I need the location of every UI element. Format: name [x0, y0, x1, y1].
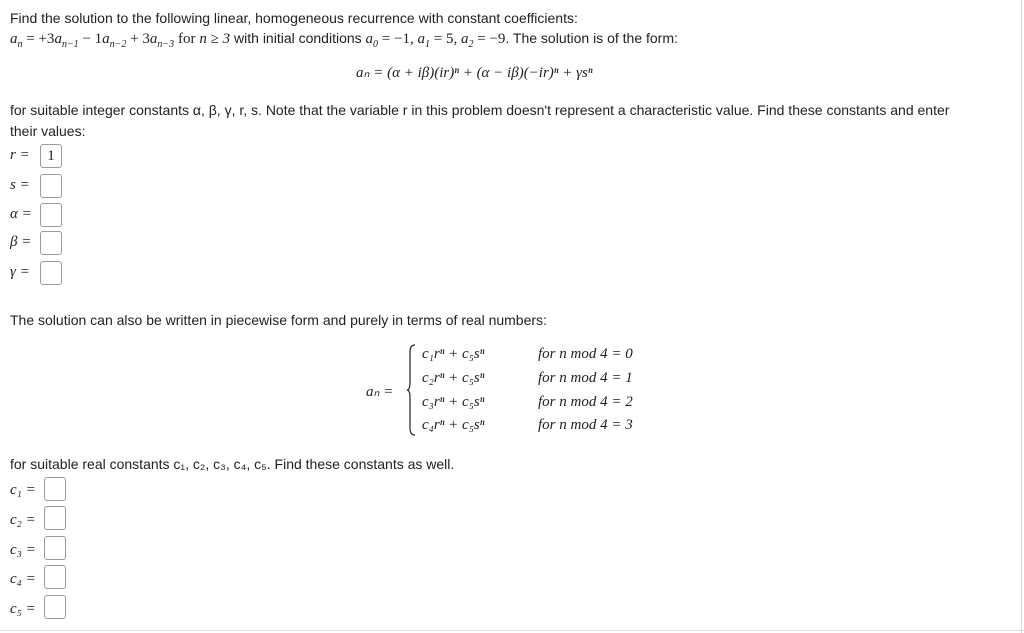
- para4: for suitable real constants c₁, c₂, c₃, c₄, c₅. Find these constants as well.: [10, 456, 455, 472]
- input-c4[interactable]: [44, 565, 66, 589]
- input-alpha[interactable]: [40, 203, 62, 227]
- right-border: [1021, 0, 1022, 633]
- label-gamma: γ =: [10, 264, 30, 280]
- piece-expr-2: c₃rⁿ + c₅sⁿ: [422, 394, 485, 410]
- label-alpha: α =: [10, 206, 32, 222]
- piece-cond-3: for n mod 4 = 3: [538, 417, 633, 433]
- initial-a1: 5: [445, 31, 454, 47]
- form-text: . The solution is of the form:: [505, 30, 678, 46]
- label-beta: β =: [10, 234, 32, 250]
- piece-cond-2: for n mod 4 = 2: [538, 394, 633, 410]
- label-c4: c₄ =: [10, 571, 36, 587]
- label-c1: c₁ =: [10, 482, 36, 498]
- input-r[interactable]: 1: [40, 144, 62, 168]
- for-word: for: [178, 31, 196, 47]
- input-c2[interactable]: [44, 506, 66, 530]
- label-s: s =: [10, 177, 30, 193]
- general-form: aₙ = (α + iβ)(ir)ⁿ + (α − iβ)(−ir)ⁿ + γsⁿ: [356, 65, 593, 81]
- input-gamma[interactable]: [40, 261, 62, 285]
- left-brace-icon: [406, 344, 416, 436]
- recurrence-line: $a_n = +3a_{n-1} - 1a_{n-2} + 3a_{n-3}$ for n ≥ 3 with initial conditions $a_0 = -1$, $a_1 = 5$, $a_2 = -9$. The solution is of the form:: [10, 30, 678, 50]
- initial-a2: −9: [489, 31, 506, 47]
- coeff-3: 3: [142, 31, 150, 47]
- label-r: r =: [10, 147, 30, 163]
- label-c5: c₅ =: [10, 601, 36, 617]
- piece-expr-1: c₂rⁿ + c₅sⁿ: [422, 370, 485, 386]
- input-c3[interactable]: [44, 536, 66, 560]
- input-s[interactable]: [40, 174, 62, 198]
- initial-a0: −1: [394, 31, 410, 47]
- para2-line2: their values:: [10, 123, 86, 139]
- coeff-1: +3: [38, 31, 55, 47]
- bottom-border: [0, 630, 1024, 631]
- coeff-2: 1: [94, 31, 103, 47]
- label-c3: c₃ =: [10, 542, 36, 558]
- label-c2: c₂ =: [10, 512, 36, 528]
- piece-cond-1: for n mod 4 = 1: [538, 370, 633, 386]
- para2-line1: for suitable integer constants α, β, γ, r, s. Note that the variable r in this problem doesn't represent a characteristic value. Find these constants and enter: [10, 102, 950, 118]
- input-c5[interactable]: [44, 595, 66, 619]
- piece-expr-3: c₄rⁿ + c₅sⁿ: [422, 417, 485, 433]
- input-c1[interactable]: [44, 477, 66, 501]
- piece-expr-0: c₁rⁿ + c₅sⁿ: [422, 346, 485, 362]
- intro-text: Find the solution to the following linear, homogeneous recurrence with constant coefficients:: [10, 10, 578, 26]
- piece-cond-0: for n mod 4 = 0: [538, 346, 633, 362]
- with-text: with initial conditions: [234, 30, 362, 46]
- input-beta[interactable]: [40, 231, 62, 255]
- para3: The solution can also be written in piecewise form and purely in terms of real numbers:: [10, 312, 547, 328]
- condition: n ≥ 3: [199, 31, 231, 47]
- piecewise-lhs: aₙ =: [366, 384, 394, 400]
